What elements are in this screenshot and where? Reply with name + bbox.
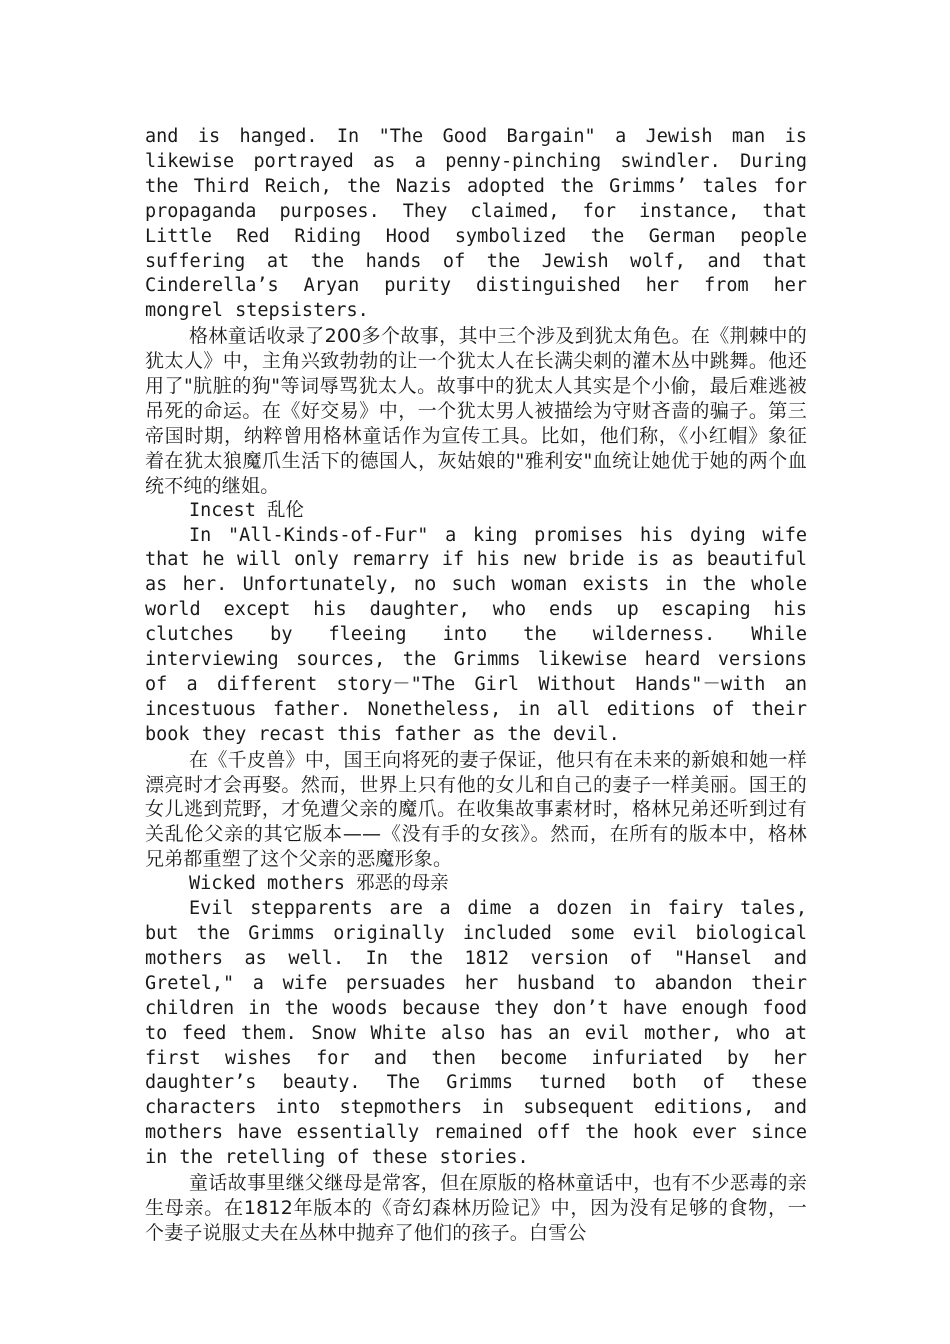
document-page	[145, 125, 807, 1246]
section-heading-incest-zh: 乱伦	[266, 499, 304, 521]
english-paragraph-wicked-mothers: Evil stepparents are a dime a dozen in fairy tales, but the Grimms originally included some evil biological mothers as well. In the 1812 version of "Hansel and Gretel," a wife persuades her husband to abandon their children in the woods because they don’t have enough food to feed them. Snow White also has an evil mother, who at first wishes for and then become infuriated by her daughter’s beauty. The Grimms turned both of these characters into stepmothers in subsequent editions, and mothers have essentially remained off the hook ever since in the retelling of these stories.	[145, 898, 807, 1169]
chinese-paragraph-wicked-mothers: 童话故事里继父继母是常客，但在原版的格林童话中，也有不少恶毒的亲生母亲。在1812年版本的《奇幻森林历险记》中，因为没有足够的食物，一个妻子说服丈夫在丛林中抛弃了他们的孩子。白雪公	[145, 1172, 807, 1244]
english-paragraph-jewish-characters: and is hanged. In "The Good Bargain" a Jewish man is likewise portrayed as a penny-pinching swindler. During the Third Reich, the Nazis adopted the Grimms’ tales for propaganda purposes. They claimed, for instance, that Little Red Riding Hood symbolized the German people suffering at the hands of the Jewish wolf, and that Cinderella’s Aryan purity distinguished her from her mongrel stepsisters.	[145, 126, 807, 322]
section-heading-incest	[145, 499, 807, 524]
section-heading-incest-en: Incest	[189, 499, 256, 521]
section-heading-wicked-mothers-zh: 邪恶的母亲	[356, 873, 449, 895]
english-paragraph-incest: In "All-Kinds-of-Fur" a king promises his dying wife that he will only remarry if his new bride is as beautiful as her. Unfortunately, no such woman exists in the whole world except his daughter, who ends up escaping his clutches by fleeing into the wilderness. While interviewing sources, the Grimms likewise heard versions of a different story－"The Girl Without Hands"－with an incestuous father. Nonetheless, in all editions of their book they recast this father as the devil.	[145, 524, 807, 745]
chinese-paragraph-jewish-characters: 格林童话收录了200多个故事，其中三个涉及到犹太角色。在《荆棘中的犹太人》中，主角兴致勃勃的让一个犹太人在长满尖刺的灌木丛中跳舞。他还用了"肮脏的狗"等词辱骂犹太人。故事中的犹太人其实是个小偷，最后难逃被吊死的命运。在《好交易》中，一个犹太男人被描绘为守财吝啬的骗子。第三帝国时期，纳粹曾用格林童话作为宣传工具。比如，他们称，《小红帽》象征着在犹太狼魔爪生活下的德国人，灰姑娘的"雅利安"血统让她优于她的两个血统不纯的继姐。	[145, 325, 807, 497]
section-heading-wicked-mothers	[145, 872, 807, 897]
section-heading-wicked-mothers-en: Wicked mothers	[189, 873, 345, 895]
chinese-paragraph-incest: 在《千皮兽》中，国王向将死的妻子保证，他只有在未来的新娘和她一样漂亮时才会再娶。然而，世界上只有他的女儿和自己的妻子一样美丽。国王的女儿逃到荒野，才免遭父亲的魔爪。在收集故事素材时，格林兄弟还听到过有关乱伦父亲的其它版本——《没有手的女孩》。然而，在所有的版本中，格林兄弟都重塑了这个父亲的恶魔形象。	[145, 748, 807, 871]
